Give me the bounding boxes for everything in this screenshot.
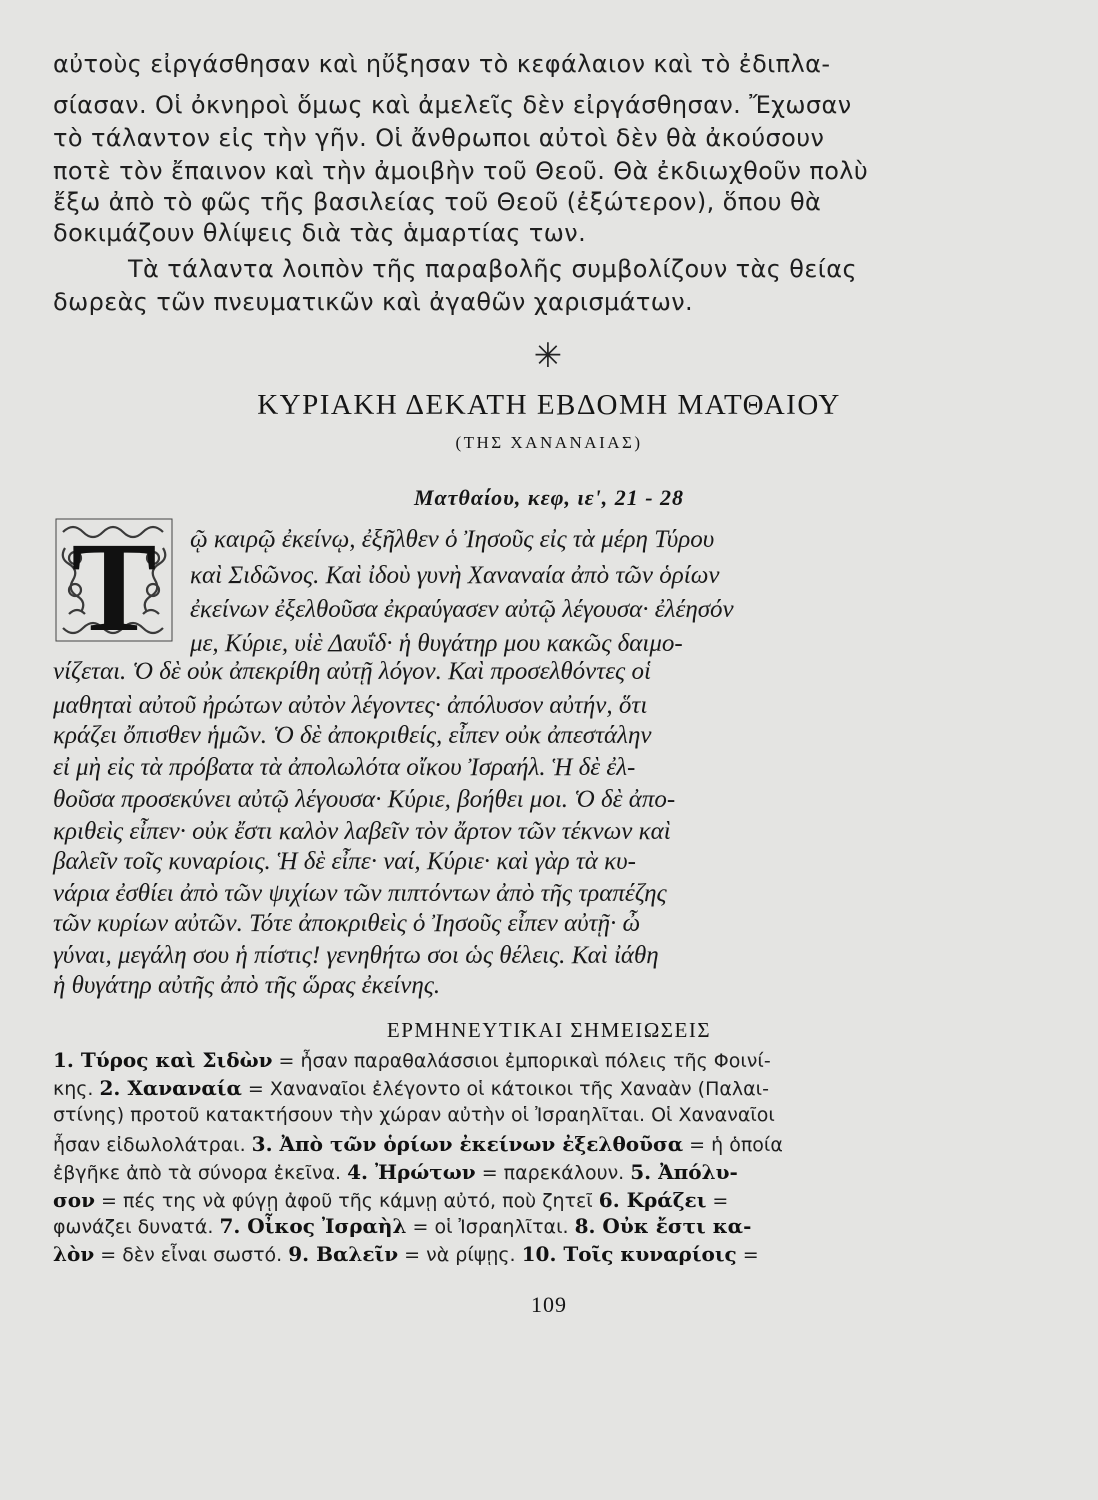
note-term: 9. Βαλεῖν (288, 1242, 399, 1266)
note-text: στίνης) προτοῦ κατακτήσουν τὴν χώραν αὐτὴν οἱ Ἰσραηλῖται. Οἱ Χαναναῖοι (53, 1104, 775, 1126)
gospel-line: μαθηταὶ αὐτοῦ ἠρώτων αὐτὸν λέγοντες· ἀπόλυσον αὐτήν, ὅτι (53, 692, 648, 719)
gospel-line: νάρια ἐσθίει ἀπὸ τῶν ψιχίων τῶν πιπτόντων ἀπὸ τῆς τραπέζης (53, 880, 667, 907)
scripture-reference: Ματθαίου, κεφ, ιε', 21 - 28 (413, 485, 685, 510)
note-line (53, 1188, 728, 1212)
page-number: 109 (531, 1292, 567, 1317)
note-text: κης. (53, 1078, 100, 1100)
note-term: 5. Ἀπόλυ- (630, 1160, 738, 1184)
gospel-line: καὶ Σιδῶνος. Καὶ ἰδοὺ γυνὴ Χαναναία ἀπὸ τῶν ὁρίων (190, 562, 720, 589)
gospel-line: ἐκείνων ἐξελθοῦσα ἐκραύγασεν αὐτῷ λέγουσα· ἐλέησόν (190, 596, 734, 623)
paragraph-line: Τὰ τάλαντα λοιπὸν τῆς παραβολῆς συμβολίζουν τὰς θείας (128, 255, 857, 283)
note-term: 1. Τύρος καὶ Σιδὼν (53, 1048, 273, 1072)
gospel-line: τῶν κυρίων αὐτῶν. Τότε ἀποκριθεὶς ὁ Ἰησοῦς εἶπεν αὐτῇ· ὦ (53, 910, 641, 937)
paragraph-line: τὸ τάλαντον εἰς τὴν γῆν. Οἱ ἄνθρωποι αὐτοὶ δὲν θὰ ἀκούσουν (53, 124, 825, 152)
notes-heading: ΕΡΜΗΝΕΥΤΙΚΑΙ ΣΗΜΕΙΩΣΕΙΣ (386, 1018, 712, 1042)
note-text: = ἡ ὁποία (683, 1134, 783, 1156)
note-text: φωνάζει δυνατά. (53, 1216, 220, 1238)
note-term: 3. Ἀπὸ τῶν ὁρίων ἐκείνων ἐξελθοῦσα (251, 1132, 684, 1156)
gospel-line: κράζει ὄπισθεν ἡμῶν. Ὁ δὲ ἀποκριθείς, εἶπεν οὐκ ἀπεστάλην (53, 722, 652, 749)
note-text: = Χαναναῖοι ἐλέγοντο οἱ κάτοικοι τῆς Χαναὰν (Παλαι- (241, 1078, 769, 1100)
note-text: = (706, 1190, 729, 1212)
note-term: 7. Οἶκος Ἰσραὴλ (219, 1214, 407, 1238)
note-text: = νὰ ρίψῃς. (398, 1244, 522, 1266)
note-text: = ἦσαν παραθαλάσσιοι ἐμπορικαὶ πόλεις τῆς Φοινί- (272, 1050, 771, 1072)
note-term: λὸν (53, 1242, 95, 1266)
section-separator-asterisk: ✳ (533, 336, 563, 376)
gospel-line: κριθεὶς εἶπεν· οὐκ ἔστι καλὸν λαβεῖν τὸν ἄρτον τῶν τέκνων καὶ (53, 818, 671, 845)
ornamental-drop-cap (55, 518, 173, 642)
note-term: 8. Οὐκ ἔστι κα- (574, 1214, 752, 1238)
note-line (53, 1076, 769, 1100)
gospel-line: ἡ θυγάτηρ αὐτῆς ἀπὸ τῆς ὥρας ἐκείνης. (53, 972, 441, 999)
note-term: σον (53, 1188, 95, 1212)
note-line (53, 1160, 738, 1184)
gospel-line: νίζεται. Ὁ δὲ οὐκ ἀπεκρίθη αὐτῇ λόγον. Καὶ προσελθόντες οἱ (53, 658, 651, 685)
note-text: = οἱ Ἰσραηλῖται. (406, 1216, 575, 1238)
gospel-line: ῷ καιρῷ ἐκείνῳ, ἐξῆλθεν ὁ Ἰησοῦς εἰς τὰ μέρη Τύρου (190, 526, 715, 553)
note-text: = δὲν εἶναι σωστό. (94, 1244, 289, 1266)
section-subtitle: (ΤΗΣ ΧΑΝΑΝΑΙΑΣ) (455, 433, 643, 452)
paragraph-line: σίασαν. Οἱ ὀκνηροὶ ὅμως καὶ ἀμελεῖς δὲν εἰργάσθησαν. Ἔχωσαν (53, 91, 852, 119)
note-line (53, 1242, 759, 1266)
section-title: ΚΥΡΙΑΚΗ ΔΕΚΑΤΗ ΕΒΔΟΜΗ ΜΑΤΘΑΙΟΥ (257, 389, 841, 421)
note-text: = (736, 1244, 759, 1266)
note-term: 4. Ἠρώτων (347, 1160, 476, 1184)
note-term: 2. Χαναναία (99, 1076, 242, 1100)
note-text: = παρεκάλουν. (475, 1162, 631, 1184)
paragraph-line: δοκιμάζουν θλίψεις διὰ τὰς ἁμαρτίας των. (53, 219, 587, 247)
gospel-line: θοῦσα προσεκύνει αὐτῷ λέγουσα· Κύριε, βοήθει μοι. Ὁ δὲ ἀπο- (53, 786, 676, 813)
note-line (53, 1214, 751, 1238)
note-line (53, 1104, 775, 1126)
note-text: = πές της νὰ φύγῃ ἀφοῦ τῆς κάμνῃ αὐτό, ποὺ ζητεῖ (94, 1190, 599, 1212)
drop-cap-letter: T (71, 518, 157, 642)
note-line (53, 1048, 771, 1072)
paragraph-line: αὐτοὺς εἰργάσθησαν καὶ ηὔξησαν τὸ κεφάλαιον καὶ τὸ ἐδιπλα- (53, 50, 831, 78)
note-text: ἦσαν εἰδωλολάτραι. (53, 1134, 252, 1156)
gospel-line: γύναι, μεγάλη σου ἡ πίστις! γενηθήτω σοι ὡς θέλεις. Καὶ ἰάθη (53, 942, 659, 969)
gospel-line: με, Κύριε, υἱὲ Δαυΐδ· ἡ θυγάτηρ μου κακῶς δαιμο- (190, 630, 683, 657)
paragraph-line: ποτὲ τὸν ἔπαινον καὶ τὴν ἀμοιβὴν τοῦ Θεοῦ. Θὰ ἐκδιωχθοῦν πολὺ (53, 157, 869, 185)
note-term: 6. Κράζει (598, 1188, 707, 1212)
paragraph-line: ἔξω ἀπὸ τὸ φῶς τῆς βασιλείας τοῦ Θεοῦ (ἐξώτερον), ὅπου θὰ (53, 188, 822, 216)
gospel-line: βαλεῖν τοῖς κυναρίοις. Ἡ δὲ εἶπε· ναί, Κύριε· καὶ γὰρ τὰ κυ- (53, 848, 636, 875)
paragraph-line: δωρεὰς τῶν πνευματικῶν καὶ ἀγαθῶν χαρισμάτων. (53, 288, 694, 316)
note-line (53, 1132, 783, 1156)
note-term: 10. Τοῖς κυναρίοις (521, 1242, 737, 1266)
gospel-line: εἰ μὴ εἰς τὰ πρόβατα τὰ ἀπολωλότα οἴκου Ἰσραήλ. Ἡ δὲ ἐλ- (53, 754, 636, 781)
note-text: ἐβγῆκε ἀπὸ τὰ σύνορα ἐκεῖνα. (53, 1162, 348, 1184)
